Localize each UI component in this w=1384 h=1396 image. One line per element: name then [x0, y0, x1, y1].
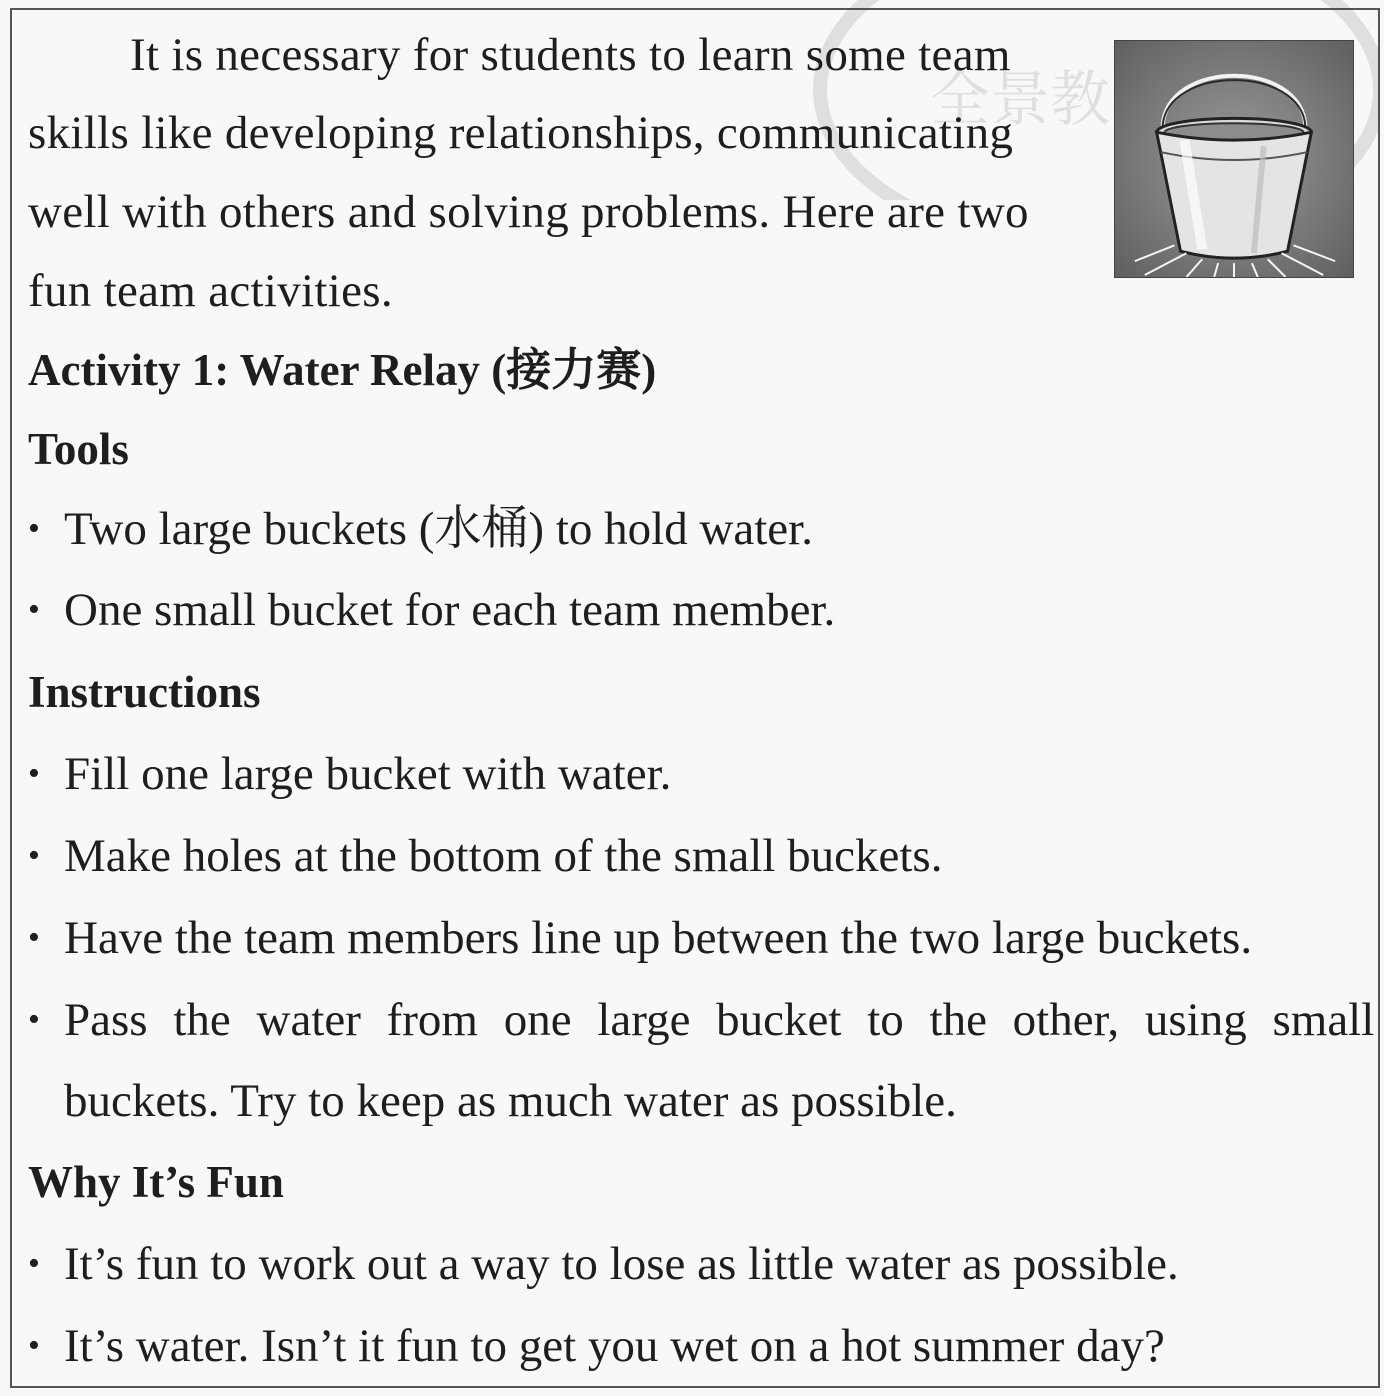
instructions-item-4: Pass the water from one large bucket to the other, using small [64, 994, 1375, 1046]
list-item [28, 501, 813, 557]
instructions-heading: Instructions [28, 667, 261, 717]
why-item-1: It’s fun to work out a way to lose as little water as possible. [64, 1238, 1179, 1290]
bucket-image [1114, 40, 1354, 278]
instructions-item-2: Make holes at the bottom of the small buckets. [64, 830, 943, 882]
list-item [28, 828, 942, 884]
bullet-icon: • [28, 1245, 40, 1282]
bullet-icon: • [28, 510, 40, 547]
intro-line-4: fun team activities. [28, 265, 393, 317]
list-item [28, 746, 671, 802]
tools-item-2: One small bucket for each team member. [64, 584, 836, 636]
list-item [28, 1236, 1179, 1292]
bullet-icon: • [28, 755, 40, 792]
tools-heading: Tools [28, 424, 129, 474]
instructions-item-4-continued: buckets. Try to keep as much water as possible. [64, 1075, 957, 1127]
why-heading: Why It’s Fun [28, 1157, 284, 1207]
bullet-icon: • [28, 919, 40, 956]
instructions-item-1: Fill one large bucket with water. [64, 748, 672, 800]
bullet-icon: • [28, 837, 40, 874]
intro-line-1: It is necessary for students to learn some team [130, 29, 1011, 81]
instructions-item-3: Have the team members line up between the two large buckets. [64, 912, 1253, 964]
intro-line-3: well with others and solving problems. Here are two [28, 186, 1029, 238]
bullet-icon: • [28, 1327, 40, 1364]
list-item [28, 992, 1374, 1048]
why-item-2: It’s water. Isn’t it fun to get you wet on a hot summer day? [64, 1320, 1165, 1372]
activity-title: Activity 1: Water Relay (接力赛) [28, 345, 657, 395]
bullet-icon: • [28, 591, 40, 628]
list-item [28, 1318, 1165, 1374]
bucket-with-holes-icon [1115, 41, 1353, 277]
watermark-text: 全景教育 [930, 65, 1170, 135]
list-item [28, 910, 1252, 966]
tools-item-1: Two large buckets (水桶) to hold water. [64, 503, 813, 555]
list-item [28, 582, 835, 638]
bullet-icon: • [28, 1001, 40, 1038]
intro-line-2: skills like developing relationships, communicating [28, 107, 1014, 159]
